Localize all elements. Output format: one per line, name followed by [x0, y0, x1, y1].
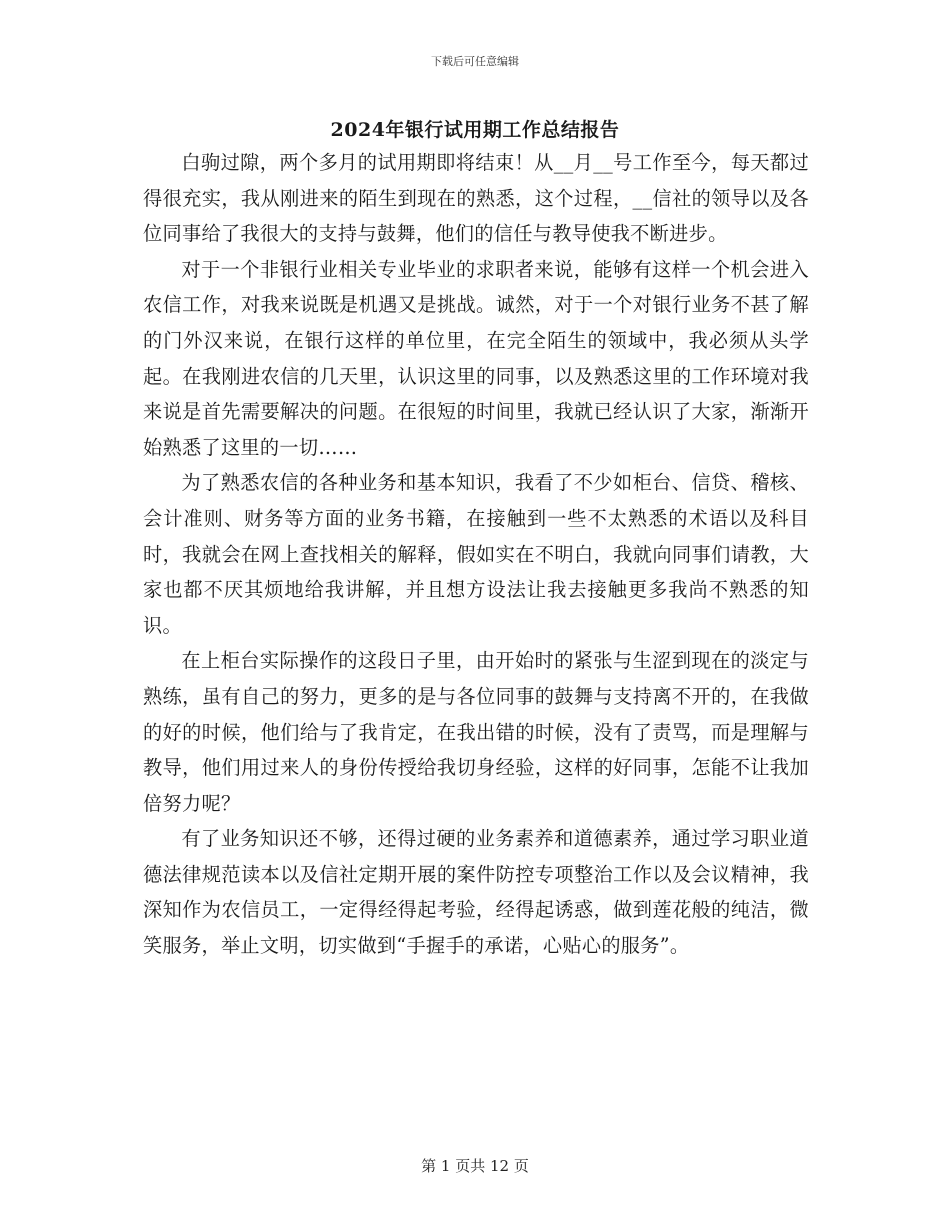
- document-title: 2024年银行试用期工作总结报告: [330, 119, 620, 141]
- document-body: [143, 145, 809, 964]
- paragraph-2: 对于一个非银行业相关专业毕业的求职者来说，能够有这样一个机会进入农信工作，对我来说既是机遇又是挑战。诚然，对于一个对银行业务不甚了解的门外汉来说，在银行这样的单位里，在完全陌生的领域中，我必须从头学起。在我刚进农信的几天里，认识这里的同事，以及熟悉这里的工作环境对我来说是首先需要解决的问题。在很短的时间里，我就已经认识了大家，渐渐开始熟悉了这里的一切……: [143, 257, 809, 459]
- paragraph-3: 为了熟悉农信的各种业务和基本知识，我看了不少如柜台、信贷、稽核、会计准则、财务等方面的业务书籍，在接触到一些不太熟悉的术语以及科目时，我就会在网上查找相关的解释，假如实在不明白，我就向同事们请教，大家也都不厌其烦地给我讲解，并且想方设法让我去接触更多我尚不熟悉的知识。: [143, 471, 809, 637]
- paragraph-1: 白驹过隙，两个多月的试用期即将结束！从__月__号工作至今，每天都过得很充实，我从刚进来的陌生到现在的熟悉，这个过程，__信社的领导以及各位同事给了我很大的支持与鼓舞，他们的信任与教导使我不断进步。: [143, 151, 809, 246]
- header-note: 下载后可任意编辑: [431, 55, 519, 68]
- paragraph-4: 在上柜台实际操作的这段日子里，由开始时的紧张与生涩到现在的淡定与熟练，虽有自己的努力，更多的是与各位同事的鼓舞与支持离不开的，在我做的好的时候，他们给与了我肯定，在我出错的时候，没有了责骂，而是理解与教导，他们用过来人的身份传授给我切身经验，这样的好同事，怎能不让我加倍努力呢？: [143, 649, 809, 815]
- paragraph-5: 有了业务知识还不够，还得过硬的业务素养和道德素养，通过学习职业道德法律规范读本以及信社定期开展的案件防控专项整治工作以及会议精神，我深知作为农信员工，一定得经得起考验，经得起诱惑，做到莲花般的纯洁，微笑服务，举止文明，切实做到“手握手的承诺，心贴心的服务”。: [143, 827, 809, 958]
- page-footer: 第 1 页共 12 页: [421, 1157, 529, 1175]
